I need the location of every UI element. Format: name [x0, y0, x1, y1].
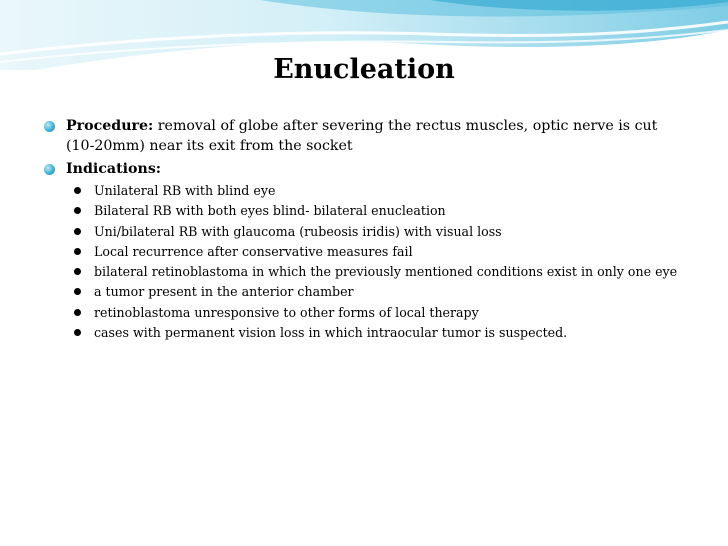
- list-item: [74, 223, 684, 240]
- list-item: [74, 182, 684, 199]
- list-item: [74, 243, 684, 260]
- slide-title: Enucleation: [273, 54, 455, 85]
- list-item-text: Bilateral RB with both eyes blind- bilateral enucleation: [94, 203, 446, 219]
- list-item: [74, 324, 684, 341]
- bullet-icon: [74, 228, 81, 235]
- list-item-text: Uni/bilateral RB with glaucoma (rubeosis iridis) with visual loss: [94, 223, 502, 239]
- bullet-icon: [74, 187, 81, 194]
- list-item: [74, 283, 684, 300]
- bullet-icon: [74, 309, 81, 316]
- list-item: [74, 263, 684, 280]
- indications-label: Indications:: [66, 161, 162, 177]
- indications-item: [44, 159, 684, 179]
- list-item-text: retinoblastoma unresponsive to other forms of local therapy: [94, 304, 479, 320]
- list-item-text: Unilateral RB with blind eye: [94, 183, 276, 198]
- procedure-label: Procedure:: [66, 118, 154, 134]
- procedure-item: [44, 116, 684, 156]
- bullet-icon: [74, 248, 81, 255]
- list-item-text: Local recurrence after conservative measures fail: [94, 243, 413, 259]
- list-item: [74, 202, 684, 219]
- list-item-text: cases with permanent vision loss in which intraocular tumor is suspected.: [94, 325, 568, 341]
- procedure-text: removal of globe after severing the rectus muscles, optic nerve is cut (10-20mm) near its exit from the socket: [66, 118, 658, 154]
- bullet-icon: [74, 329, 81, 336]
- bullet-icon: [74, 268, 81, 275]
- bullet-icon: [74, 288, 81, 295]
- list-item: [74, 304, 684, 321]
- list-item-text: a tumor present in the anterior chamber: [94, 284, 354, 300]
- bullet-icon: [44, 164, 55, 175]
- slide-content: [44, 116, 684, 344]
- bullet-icon: [74, 207, 81, 214]
- bullet-icon: [44, 121, 55, 132]
- list-item-text: bilateral retinoblastoma in which the previously mentioned conditions exist in only one eye: [94, 264, 678, 280]
- indications-list: [44, 182, 684, 341]
